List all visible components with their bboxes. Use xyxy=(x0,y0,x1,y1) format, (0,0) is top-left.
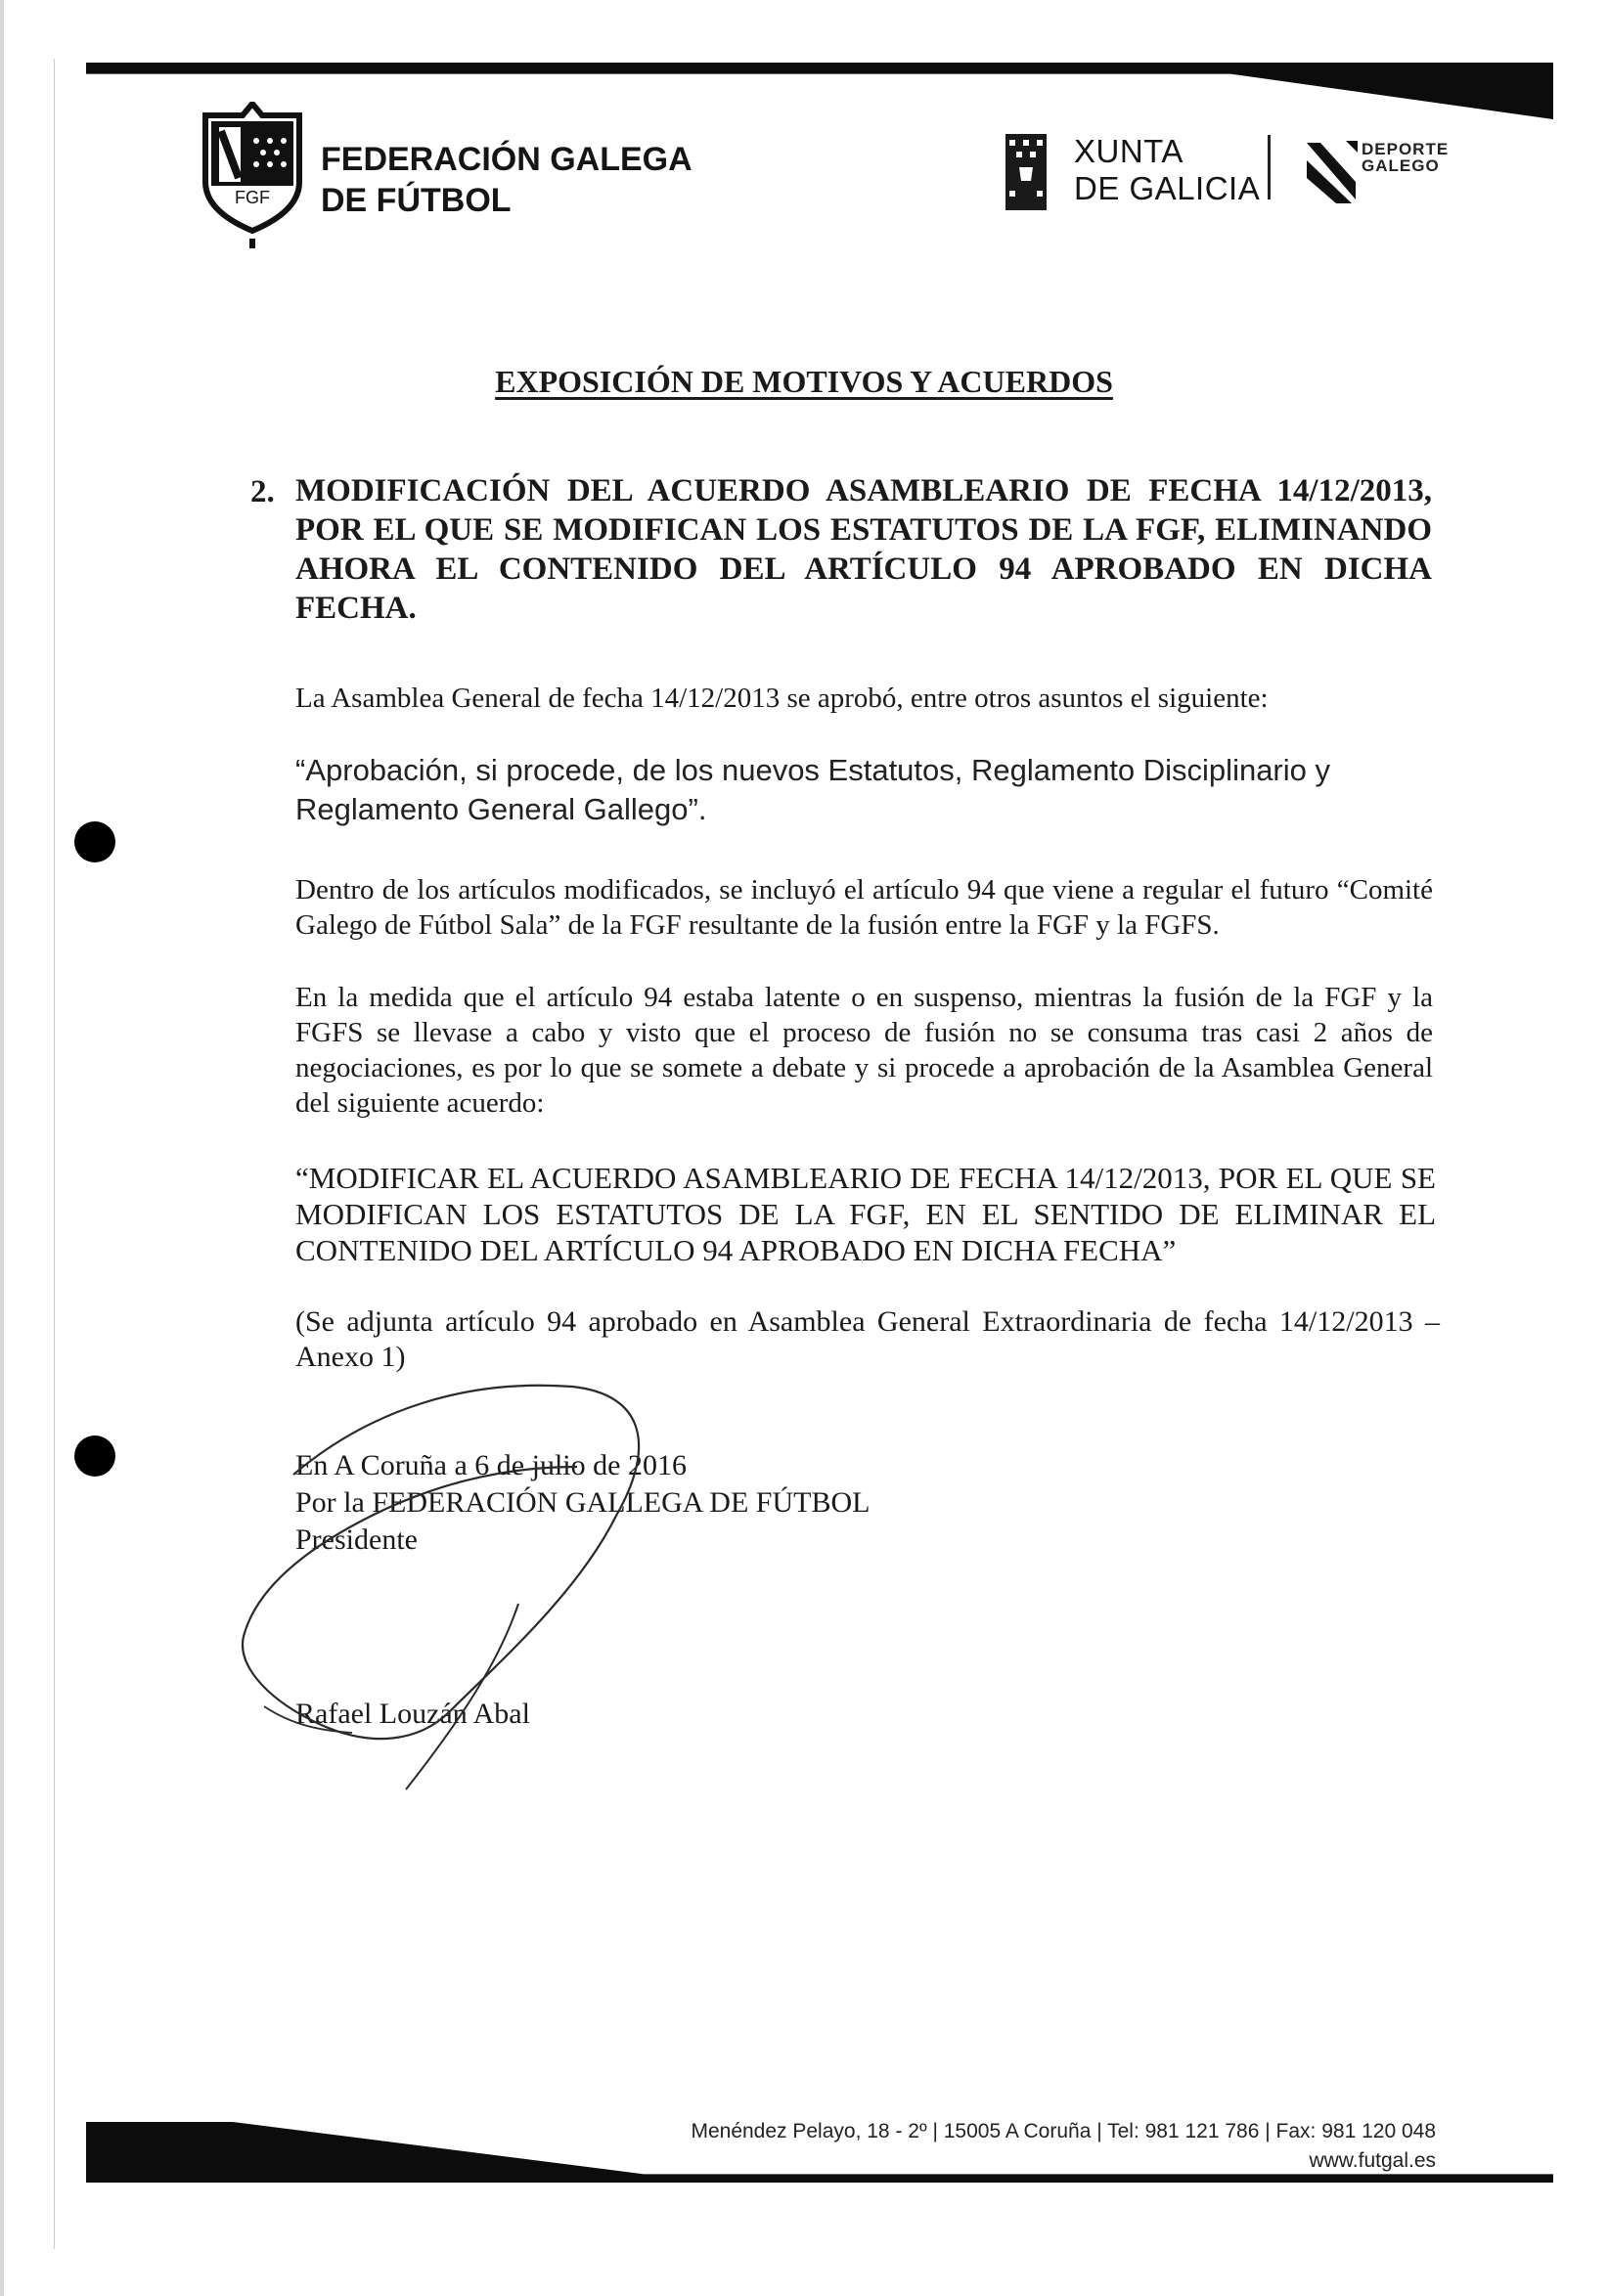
xunta-emblem-icon xyxy=(1005,134,1047,210)
deporte-galego-chevron-icon xyxy=(1307,139,1363,203)
federation-name xyxy=(321,139,692,221)
place-date: En A Coruña a 6 de julio de 2016 xyxy=(295,1449,687,1481)
footer-address: Menéndez Pelayo, 18 - 2º | 15005 A Coruña | Tel: 981 121 786 | Fax: 981 120 048 xyxy=(691,2120,1436,2142)
signer-name: Rafael Louzán Abal xyxy=(295,1698,530,1730)
logo-divider xyxy=(1268,135,1271,199)
fgf-logo-label: FGF xyxy=(235,188,270,207)
scan-edge xyxy=(0,0,4,2296)
on-behalf: Por la FEDERACIÓN GALLEGA DE FÚTBOL xyxy=(295,1486,871,1519)
punch-hole xyxy=(74,1435,115,1477)
federation-name-line2: DE FÚTBOL xyxy=(321,182,512,219)
paragraph-intro: La Asamblea General de fecha 14/12/2013 se aprobó, entre otros asuntos el siguiente: xyxy=(295,683,1269,714)
agreement-text: “MODIFICAR EL ACUERDO ASAMBLEARIO DE FECHA 14/12/2013, POR EL QUE SE MODIFICAN LOS ESTATUTOS DE LA FGF, EN EL SENTIDO DE ELIMINAR EL CONTENIDO DEL ARTÍCULO 94 APROBADO EN DICHA FECHA” xyxy=(295,1161,1436,1267)
footer-website: www.futgal.es xyxy=(1309,2149,1436,2172)
paragraph-article-94: Dentro de los artículos modificados, se incluyó el artículo 94 que viene a regular el futuro “Comité Galego de Fútbol Sala” de la FGF resultante de la fusión entre la FGF y la FGFS. xyxy=(295,874,1433,941)
document-title: EXPOSICIÓN DE MOTIVOS Y ACUERDOS xyxy=(495,364,1113,399)
attachment-note: (Se adjunta artículo 94 aprobado en Asamblea General Extraordinaria de fecha 14/12/2013 – Anexo 1) xyxy=(295,1305,1440,1373)
punch-hole xyxy=(74,821,115,862)
item-heading: MODIFICACIÓN DEL ACUERDO ASAMBLEARIO DE FECHA 14/12/2013, POR EL QUE SE MODIFICAN LOS ESTATUTOS DE LA FGF, ELIMINANDO AHORA EL CONTENIDO DEL ARTÍCULO 94 APROBADO EN DICHA FECHA. xyxy=(295,473,1432,626)
xunta-de-galicia-logo-text: XUNTA DE GALICIA xyxy=(1074,133,1261,206)
signer-role: Presidente xyxy=(295,1523,418,1556)
quoted-agenda-item: “Aprobación, si procede, de los nuevos Estatutos, Reglamento Disciplinario y Reglamento General Gallego”. xyxy=(295,753,1330,826)
deporte-galego-logo-text: DEPORTE GALEGO xyxy=(1362,140,1450,175)
handwritten-signature xyxy=(225,1369,685,1799)
paragraph-motivation: En la medida que el artículo 94 estaba latente o en suspenso, mientras la fusión de la FGF y la FGFS se llevase a cabo y visto que el proceso de fusión no se consuma tras casi 2 años de negociaciones, es por lo que se somete a debate y si procede a aprobación de la Asamblea General del siguiente acuerdo: xyxy=(295,982,1433,1119)
federation-name-line1: FEDERACIÓN GALEGA xyxy=(321,141,692,178)
fgf-shield-icon xyxy=(198,102,307,248)
item-number: 2. xyxy=(250,474,275,509)
